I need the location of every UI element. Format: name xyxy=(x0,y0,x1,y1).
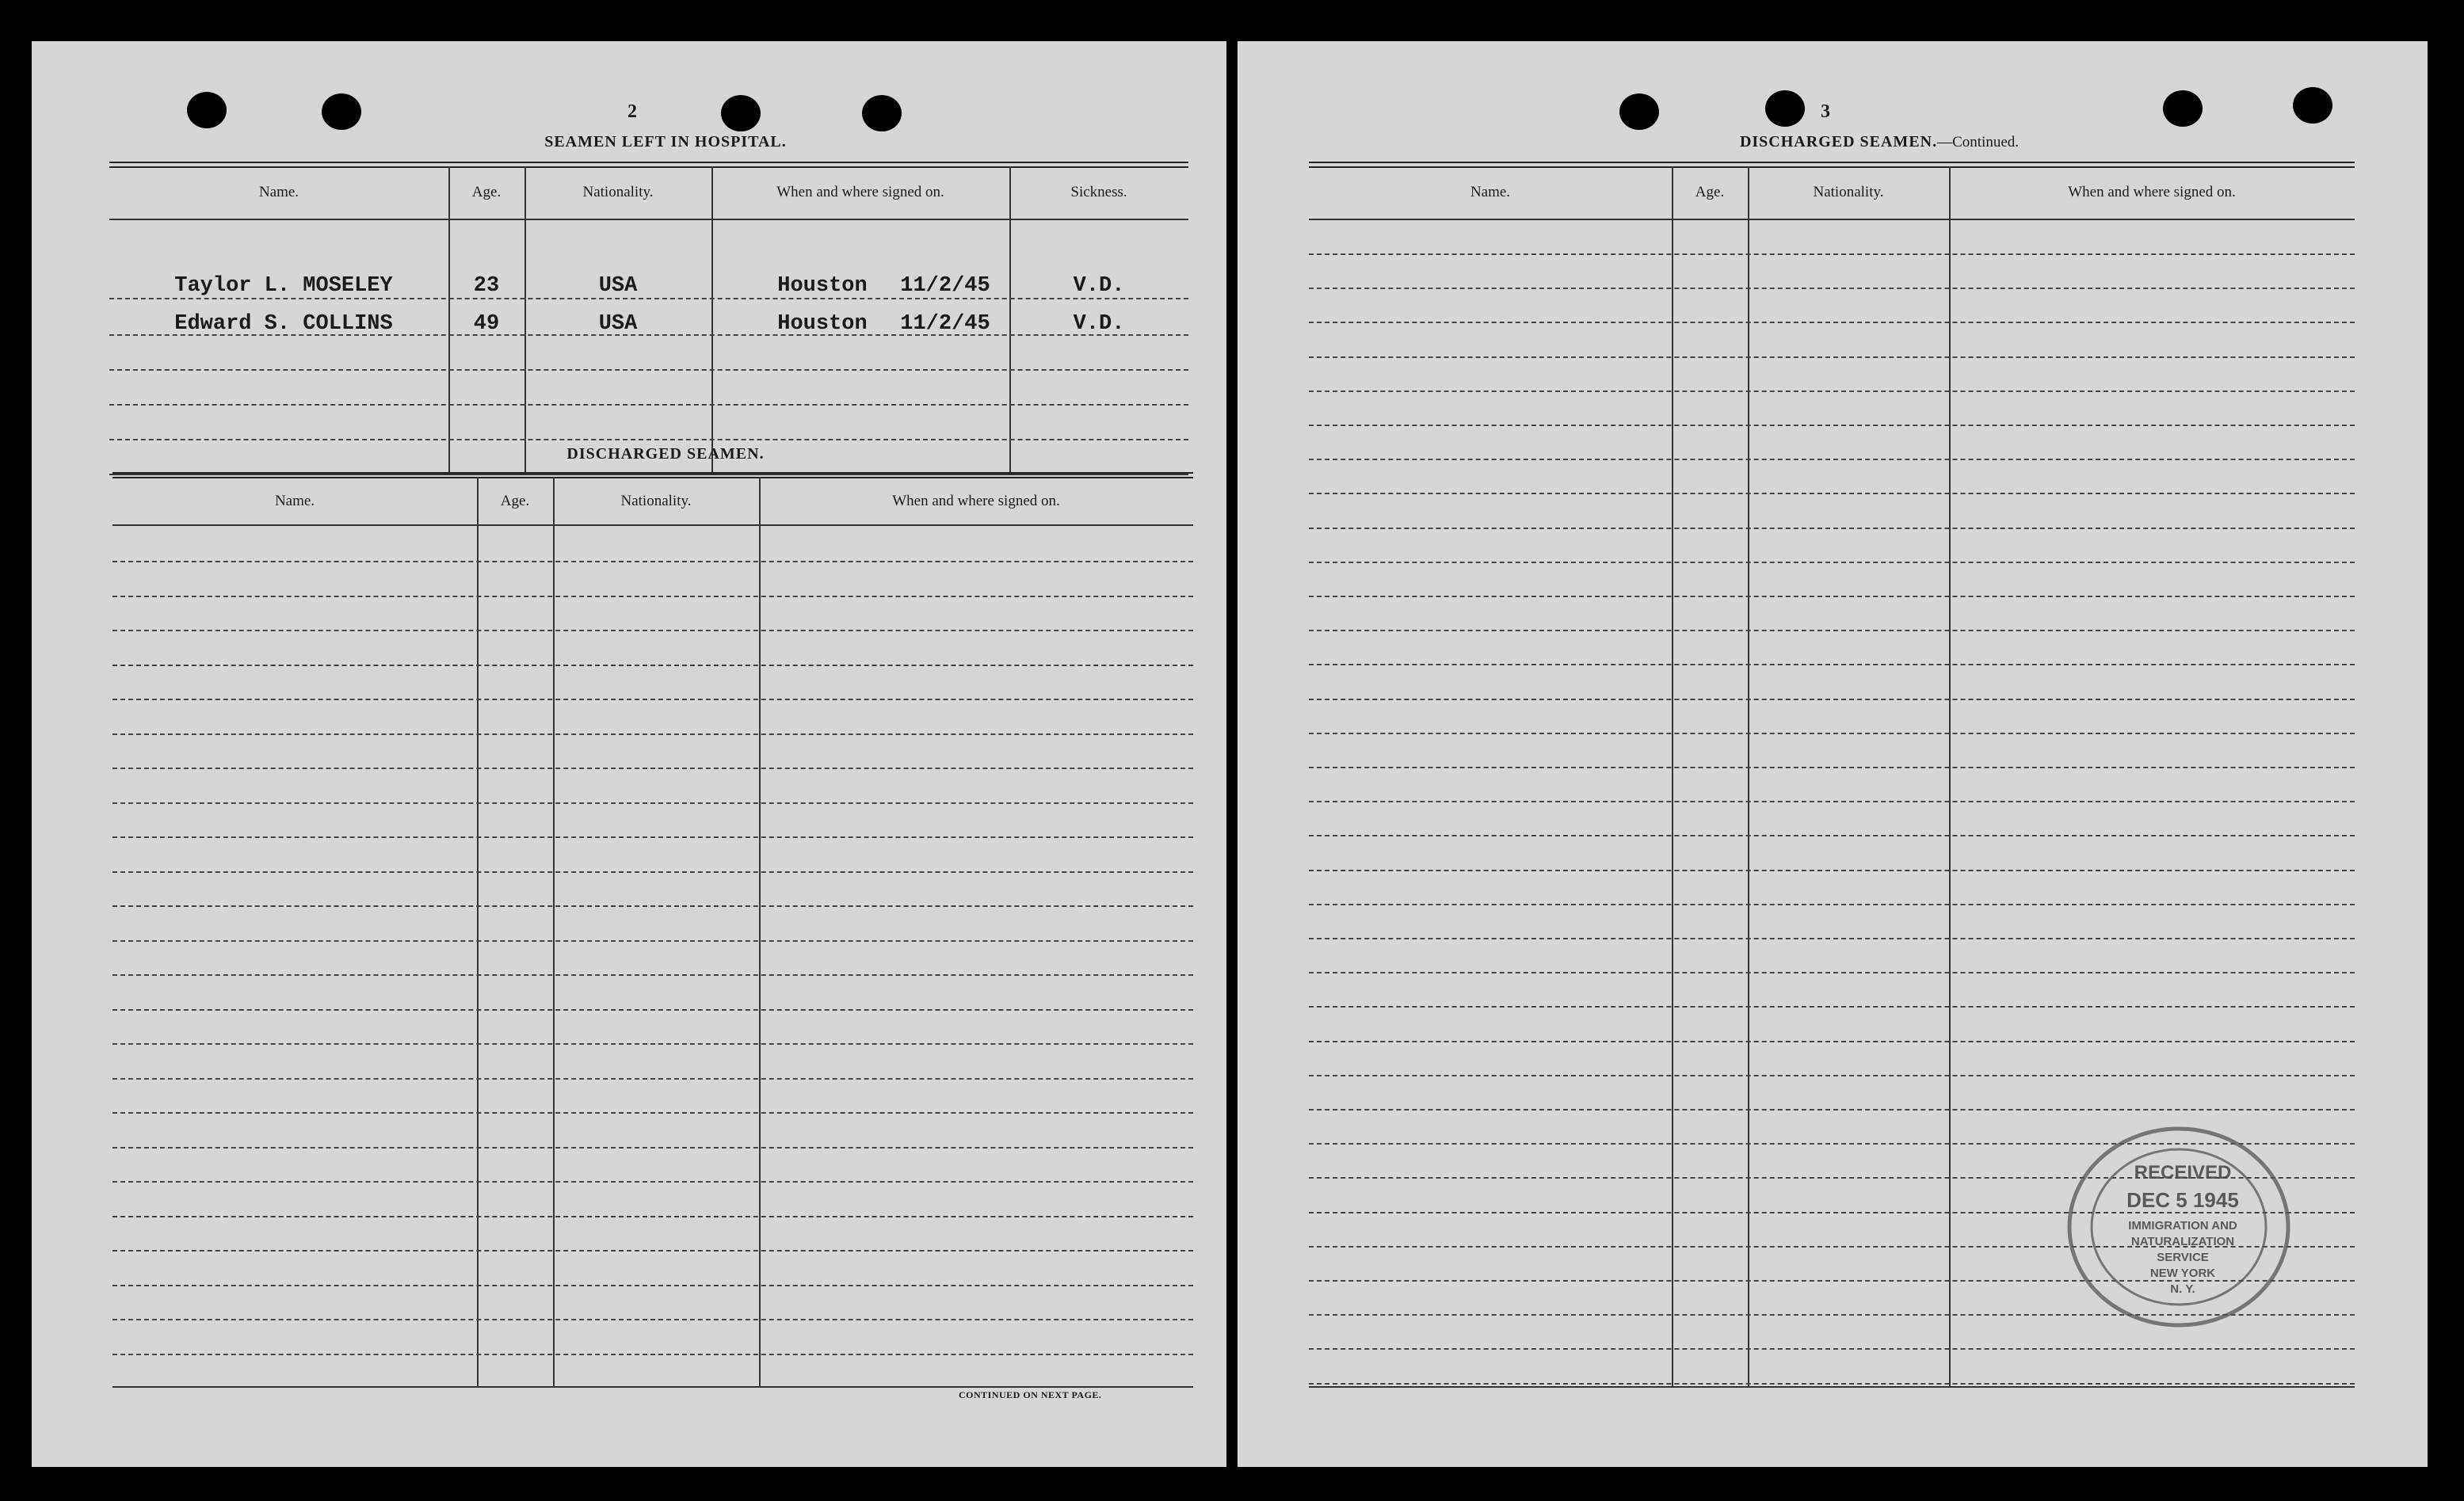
blank-row xyxy=(1309,630,2355,631)
seaman-sickness: V.D. xyxy=(1073,274,1125,298)
header-sickness: Sickness. xyxy=(1070,184,1127,200)
blank-row xyxy=(113,974,1193,976)
blank-row xyxy=(1309,562,2355,563)
blank-row xyxy=(113,1009,1193,1011)
blank-row xyxy=(113,1216,1193,1217)
page-number: 3 xyxy=(1821,101,1830,122)
hospital-section-title: SEAMEN LEFT IN HOSPITAL. xyxy=(544,133,787,150)
blank-row xyxy=(113,802,1193,804)
blank-row xyxy=(1309,835,2355,836)
blank-row xyxy=(113,733,1193,735)
discharged-section-title: DISCHARGED SEAMEN. xyxy=(566,445,765,463)
blank-row xyxy=(1309,288,2355,289)
hospital-table xyxy=(109,162,1188,475)
header-age: Age. xyxy=(471,184,502,200)
header-age: Age. xyxy=(500,493,530,509)
blank-row xyxy=(1309,493,2355,494)
blank-row xyxy=(1309,356,2355,358)
page-number: 2 xyxy=(627,101,637,122)
blank-row xyxy=(1309,904,2355,905)
stamp-date: DEC 5 1945 xyxy=(2126,1188,2239,1212)
blank-row xyxy=(113,1147,1193,1149)
punch-hole xyxy=(187,92,227,128)
header-signed-on: When and where signed on. xyxy=(892,493,1060,509)
blank-row xyxy=(1309,390,2355,392)
seaman-sickness: V.D. xyxy=(1073,312,1125,336)
punch-hole xyxy=(862,95,902,131)
blank-row xyxy=(113,596,1193,597)
blank-row xyxy=(1309,767,2355,768)
blank-row xyxy=(113,1112,1193,1114)
blank-row xyxy=(113,1319,1193,1320)
blank-row xyxy=(113,1181,1193,1183)
blank-row xyxy=(113,1354,1193,1355)
blank-row xyxy=(1309,938,2355,939)
blank-row xyxy=(1309,870,2355,871)
seaman-name: Taylor L. MOSELEY xyxy=(174,274,393,298)
blank-row xyxy=(1309,801,2355,802)
header-age: Age. xyxy=(1695,184,1725,200)
blank-row xyxy=(113,768,1193,769)
punch-hole xyxy=(721,95,761,131)
blank-row xyxy=(1309,528,2355,529)
blank-row xyxy=(113,905,1193,907)
seaman-age: 23 xyxy=(473,274,500,298)
stamp-line: NEW YORK xyxy=(2149,1267,2216,1280)
blank-row xyxy=(1309,322,2355,323)
blank-row xyxy=(113,665,1193,666)
punch-hole xyxy=(2293,87,2332,124)
seaman-name: Edward S. COLLINS xyxy=(174,312,393,336)
blank-row xyxy=(1309,699,2355,700)
discharged-table-left xyxy=(113,472,1193,1388)
stamp-line: N. Y. xyxy=(2170,1282,2195,1296)
blank-row xyxy=(1309,1348,2355,1350)
continued-note: CONTINUED ON NEXT PAGE. xyxy=(959,1389,1102,1400)
blank-row xyxy=(113,1250,1193,1251)
blank-row xyxy=(1309,459,2355,460)
stamp-line: RECEIVED xyxy=(2134,1162,2232,1183)
header-signed-on: When and where signed on. xyxy=(776,184,944,200)
punch-hole xyxy=(322,93,361,130)
signed-on-date: 11/2/45 xyxy=(900,312,990,336)
punch-hole xyxy=(2163,90,2203,127)
blank-row xyxy=(113,940,1193,942)
blank-row xyxy=(1309,1075,2355,1076)
signed-on-place: Houston xyxy=(777,274,868,298)
header-signed-on: When and where signed on. xyxy=(2068,184,2236,200)
seaman-age: 49 xyxy=(473,312,500,336)
blank-row xyxy=(113,630,1193,631)
blank-row xyxy=(1309,1109,2355,1111)
blank-row xyxy=(113,1078,1193,1080)
header-name: Name. xyxy=(274,493,315,509)
blank-row xyxy=(113,1043,1193,1045)
blank-row xyxy=(1309,1383,2355,1385)
left-page xyxy=(32,41,1226,1467)
stamp-line: IMMIGRATION AND xyxy=(2128,1219,2237,1232)
header-nationality: Nationality. xyxy=(620,493,692,509)
immigration-stamp xyxy=(2064,1123,2294,1331)
blank-row xyxy=(1309,733,2355,734)
stamp-line: NATURALIZATION xyxy=(2130,1235,2235,1248)
signed-on-date: 11/2/45 xyxy=(900,274,990,298)
blank-row xyxy=(1309,664,2355,665)
blank-row xyxy=(1309,596,2355,597)
blank-row xyxy=(1309,972,2355,973)
blank-row xyxy=(113,699,1193,700)
punch-hole xyxy=(1619,93,1659,130)
seaman-nationality: USA xyxy=(598,312,638,336)
blank-row xyxy=(1309,1006,2355,1008)
blank-row xyxy=(113,836,1193,838)
punch-hole xyxy=(1765,90,1805,127)
stamp-line: SERVICE xyxy=(2157,1251,2209,1264)
header-nationality: Nationality. xyxy=(1813,184,1884,200)
blank-row xyxy=(1309,253,2355,255)
blank-row xyxy=(113,1285,1193,1286)
blank-row xyxy=(1309,1041,2355,1042)
signed-on-place: Houston xyxy=(777,312,868,336)
blank-row xyxy=(113,561,1193,562)
header-name: Name. xyxy=(1470,184,1511,200)
header-nationality: Nationality. xyxy=(582,184,654,200)
blank-row xyxy=(113,871,1193,873)
blank-row xyxy=(1309,425,2355,426)
seaman-nationality: USA xyxy=(598,274,638,298)
header-name: Name. xyxy=(258,184,299,200)
discharged-continued-title: DISCHARGED SEAMEN.—Continued. xyxy=(1739,133,2020,150)
